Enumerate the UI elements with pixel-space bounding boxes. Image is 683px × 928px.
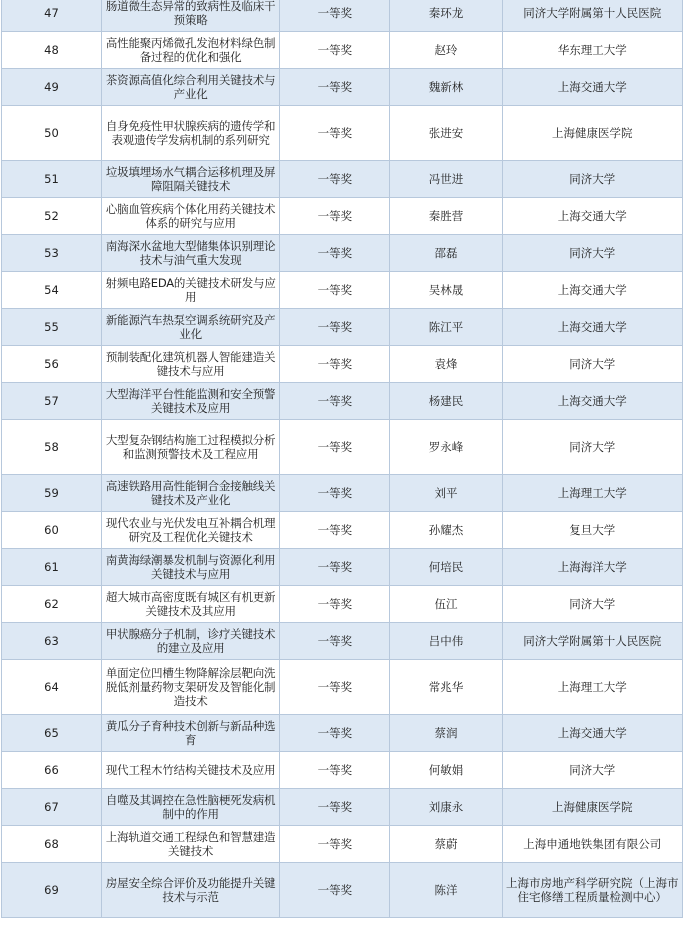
project-name-cell: 垃圾填埋场水气耦合运移机理及屏障阻隔关键技术 xyxy=(101,161,279,198)
row-number-cell: 48 xyxy=(2,32,102,69)
organization-cell: 同济大学 xyxy=(502,235,682,272)
award-level-cell: 一等奖 xyxy=(280,715,390,752)
recipient-name-cell: 蔡润 xyxy=(390,715,502,752)
award-level-cell: 一等奖 xyxy=(280,309,390,346)
row-number-cell: 49 xyxy=(2,69,102,106)
row-number-cell: 68 xyxy=(2,826,102,863)
recipient-name-cell: 张进安 xyxy=(390,106,502,161)
organization-cell: 上海健康医学院 xyxy=(502,789,682,826)
table-row xyxy=(2,235,683,272)
recipient-name-cell: 蔡蔚 xyxy=(390,826,502,863)
table-row xyxy=(2,69,683,106)
recipient-name-cell: 何培民 xyxy=(390,549,502,586)
row-number-cell: 51 xyxy=(2,161,102,198)
recipient-name-cell: 杨建民 xyxy=(390,383,502,420)
table-row xyxy=(2,346,683,383)
award-level-cell: 一等奖 xyxy=(280,586,390,623)
row-number-cell: 65 xyxy=(2,715,102,752)
organization-cell: 复旦大学 xyxy=(502,512,682,549)
table-row xyxy=(2,789,683,826)
row-number-cell: 61 xyxy=(2,549,102,586)
table-row xyxy=(2,383,683,420)
project-name-cell: 房屋安全综合评价及功能提升关键技术与示范 xyxy=(101,863,279,918)
organization-cell: 上海交通大学 xyxy=(502,309,682,346)
organization-cell: 上海交通大学 xyxy=(502,198,682,235)
award-level-cell: 一等奖 xyxy=(280,198,390,235)
row-number-cell: 53 xyxy=(2,235,102,272)
row-number-cell: 67 xyxy=(2,789,102,826)
award-level-cell: 一等奖 xyxy=(280,235,390,272)
award-level-cell: 一等奖 xyxy=(280,623,390,660)
project-name-cell: 大型复杂钢结构施工过程模拟分析和监测预警技术及工程应用 xyxy=(101,420,279,475)
organization-cell: 上海交通大学 xyxy=(502,383,682,420)
recipient-name-cell: 秦胜营 xyxy=(390,198,502,235)
award-level-cell: 一等奖 xyxy=(280,512,390,549)
row-number-cell: 69 xyxy=(2,863,102,918)
project-name-cell: 现代农业与光伏发电互补耦合机理研究及工程优化关键技术 xyxy=(101,512,279,549)
table-row xyxy=(2,752,683,789)
table-row xyxy=(2,272,683,309)
award-level-cell: 一等奖 xyxy=(280,69,390,106)
award-level-cell: 一等奖 xyxy=(280,32,390,69)
project-name-cell: 预制装配化建筑机器人智能建造关键技术与应用 xyxy=(101,346,279,383)
table-row xyxy=(2,586,683,623)
organization-cell: 上海市房地产科学研究院（上海市住宅修缮工程质量检测中心） xyxy=(502,863,682,918)
award-level-cell: 一等奖 xyxy=(280,420,390,475)
table-row xyxy=(2,715,683,752)
project-name-cell: 南黄海绿潮暴发机制与资源化利用关键技术与应用 xyxy=(101,549,279,586)
recipient-name-cell: 伍江 xyxy=(390,586,502,623)
row-number-cell: 66 xyxy=(2,752,102,789)
table-row xyxy=(2,826,683,863)
project-name-cell: 心脑血管疾病个体化用药关键技术体系的研究与应用 xyxy=(101,198,279,235)
row-number-cell: 60 xyxy=(2,512,102,549)
project-name-cell: 茶资源高值化综合利用关键技术与产业化 xyxy=(101,69,279,106)
table-row xyxy=(2,623,683,660)
project-name-cell: 射频电路EDA的关键技术研发与应用 xyxy=(101,272,279,309)
organization-cell: 同济大学附属第十人民医院 xyxy=(502,623,682,660)
award-level-cell: 一等奖 xyxy=(280,752,390,789)
award-level-cell: 一等奖 xyxy=(280,161,390,198)
row-number-cell: 58 xyxy=(2,420,102,475)
table-row xyxy=(2,549,683,586)
organization-cell: 上海交通大学 xyxy=(502,69,682,106)
table-row xyxy=(2,309,683,346)
recipient-name-cell: 孙耀杰 xyxy=(390,512,502,549)
recipient-name-cell: 吕中伟 xyxy=(390,623,502,660)
recipient-name-cell: 何敏娟 xyxy=(390,752,502,789)
row-number-cell: 54 xyxy=(2,272,102,309)
award-level-cell: 一等奖 xyxy=(280,660,390,715)
project-name-cell: 肠道微生态异常的致病性及临床干预策略 xyxy=(101,0,279,32)
project-name-cell: 高性能聚丙烯微孔发泡材料绿色制备过程的优化和强化 xyxy=(101,32,279,69)
award-level-cell: 一等奖 xyxy=(280,106,390,161)
recipient-name-cell: 陈洋 xyxy=(390,863,502,918)
row-number-cell: 59 xyxy=(2,475,102,512)
project-name-cell: 大型海洋平台性能监测和安全预警关键技术及应用 xyxy=(101,383,279,420)
table-row xyxy=(2,660,683,715)
project-name-cell: 南海深水盆地大型储集体识别理论技术与油气重大发现 xyxy=(101,235,279,272)
project-name-cell: 新能源汽车热泵空调系统研究及产业化 xyxy=(101,309,279,346)
recipient-name-cell: 冯世进 xyxy=(390,161,502,198)
awards-table xyxy=(1,0,683,918)
recipient-name-cell: 常兆华 xyxy=(390,660,502,715)
project-name-cell: 高速铁路用高性能铜合金接触线关键技术及产业化 xyxy=(101,475,279,512)
organization-cell: 华东理工大学 xyxy=(502,32,682,69)
recipient-name-cell: 刘平 xyxy=(390,475,502,512)
row-number-cell: 57 xyxy=(2,383,102,420)
table-row xyxy=(2,32,683,69)
project-name-cell: 黄瓜分子育种技术创新与新品种选育 xyxy=(101,715,279,752)
project-name-cell: 超大城市高密度既有城区有机更新关键技术及其应用 xyxy=(101,586,279,623)
award-level-cell: 一等奖 xyxy=(280,346,390,383)
row-number-cell: 62 xyxy=(2,586,102,623)
award-level-cell: 一等奖 xyxy=(280,383,390,420)
award-level-cell: 一等奖 xyxy=(280,0,390,32)
table-row xyxy=(2,420,683,475)
recipient-name-cell: 罗永峰 xyxy=(390,420,502,475)
row-number-cell: 56 xyxy=(2,346,102,383)
row-number-cell: 50 xyxy=(2,106,102,161)
row-number-cell: 63 xyxy=(2,623,102,660)
table-row xyxy=(2,161,683,198)
organization-cell: 上海健康医学院 xyxy=(502,106,682,161)
row-number-cell: 55 xyxy=(2,309,102,346)
table-row xyxy=(2,475,683,512)
recipient-name-cell: 陈江平 xyxy=(390,309,502,346)
organization-cell: 同济大学 xyxy=(502,586,682,623)
recipient-name-cell: 吴林晟 xyxy=(390,272,502,309)
row-number-cell: 47 xyxy=(2,0,102,32)
award-level-cell: 一等奖 xyxy=(280,863,390,918)
award-level-cell: 一等奖 xyxy=(280,272,390,309)
awards-table-body xyxy=(2,0,683,918)
table-row xyxy=(2,512,683,549)
organization-cell: 上海申通地铁集团有限公司 xyxy=(502,826,682,863)
recipient-name-cell: 刘康永 xyxy=(390,789,502,826)
recipient-name-cell: 袁烽 xyxy=(390,346,502,383)
organization-cell: 上海理工大学 xyxy=(502,475,682,512)
organization-cell: 同济大学 xyxy=(502,346,682,383)
recipient-name-cell: 秦环龙 xyxy=(390,0,502,32)
row-number-cell: 64 xyxy=(2,660,102,715)
table-row xyxy=(2,863,683,918)
table-row xyxy=(2,106,683,161)
organization-cell: 同济大学 xyxy=(502,161,682,198)
award-level-cell: 一等奖 xyxy=(280,549,390,586)
organization-cell: 上海理工大学 xyxy=(502,660,682,715)
organization-cell: 同济大学附属第十人民医院 xyxy=(502,0,682,32)
organization-cell: 上海海洋大学 xyxy=(502,549,682,586)
project-name-cell: 上海轨道交通工程绿色和智慧建造关键技术 xyxy=(101,826,279,863)
table-row xyxy=(2,198,683,235)
organization-cell: 同济大学 xyxy=(502,752,682,789)
table-row xyxy=(2,0,683,32)
recipient-name-cell: 赵玲 xyxy=(390,32,502,69)
row-number-cell: 52 xyxy=(2,198,102,235)
project-name-cell: 自噬及其调控在急性脑梗死发病机制中的作用 xyxy=(101,789,279,826)
project-name-cell: 甲状腺癌分子机制，诊疗关键技术的建立及应用 xyxy=(101,623,279,660)
award-level-cell: 一等奖 xyxy=(280,475,390,512)
project-name-cell: 现代工程木竹结构关键技术及应用 xyxy=(101,752,279,789)
recipient-name-cell: 魏新林 xyxy=(390,69,502,106)
project-name-cell: 单面定位凹槽生物降解涂层靶向洗脱低剂量药物支架研发及智能化制造技术 xyxy=(101,660,279,715)
recipient-name-cell: 邵磊 xyxy=(390,235,502,272)
project-name-cell: 自身免疫性甲状腺疾病的遗传学和表观遗传学发病机制的系列研究 xyxy=(101,106,279,161)
award-level-cell: 一等奖 xyxy=(280,789,390,826)
award-level-cell: 一等奖 xyxy=(280,826,390,863)
organization-cell: 上海交通大学 xyxy=(502,715,682,752)
organization-cell: 同济大学 xyxy=(502,420,682,475)
organization-cell: 上海交通大学 xyxy=(502,272,682,309)
